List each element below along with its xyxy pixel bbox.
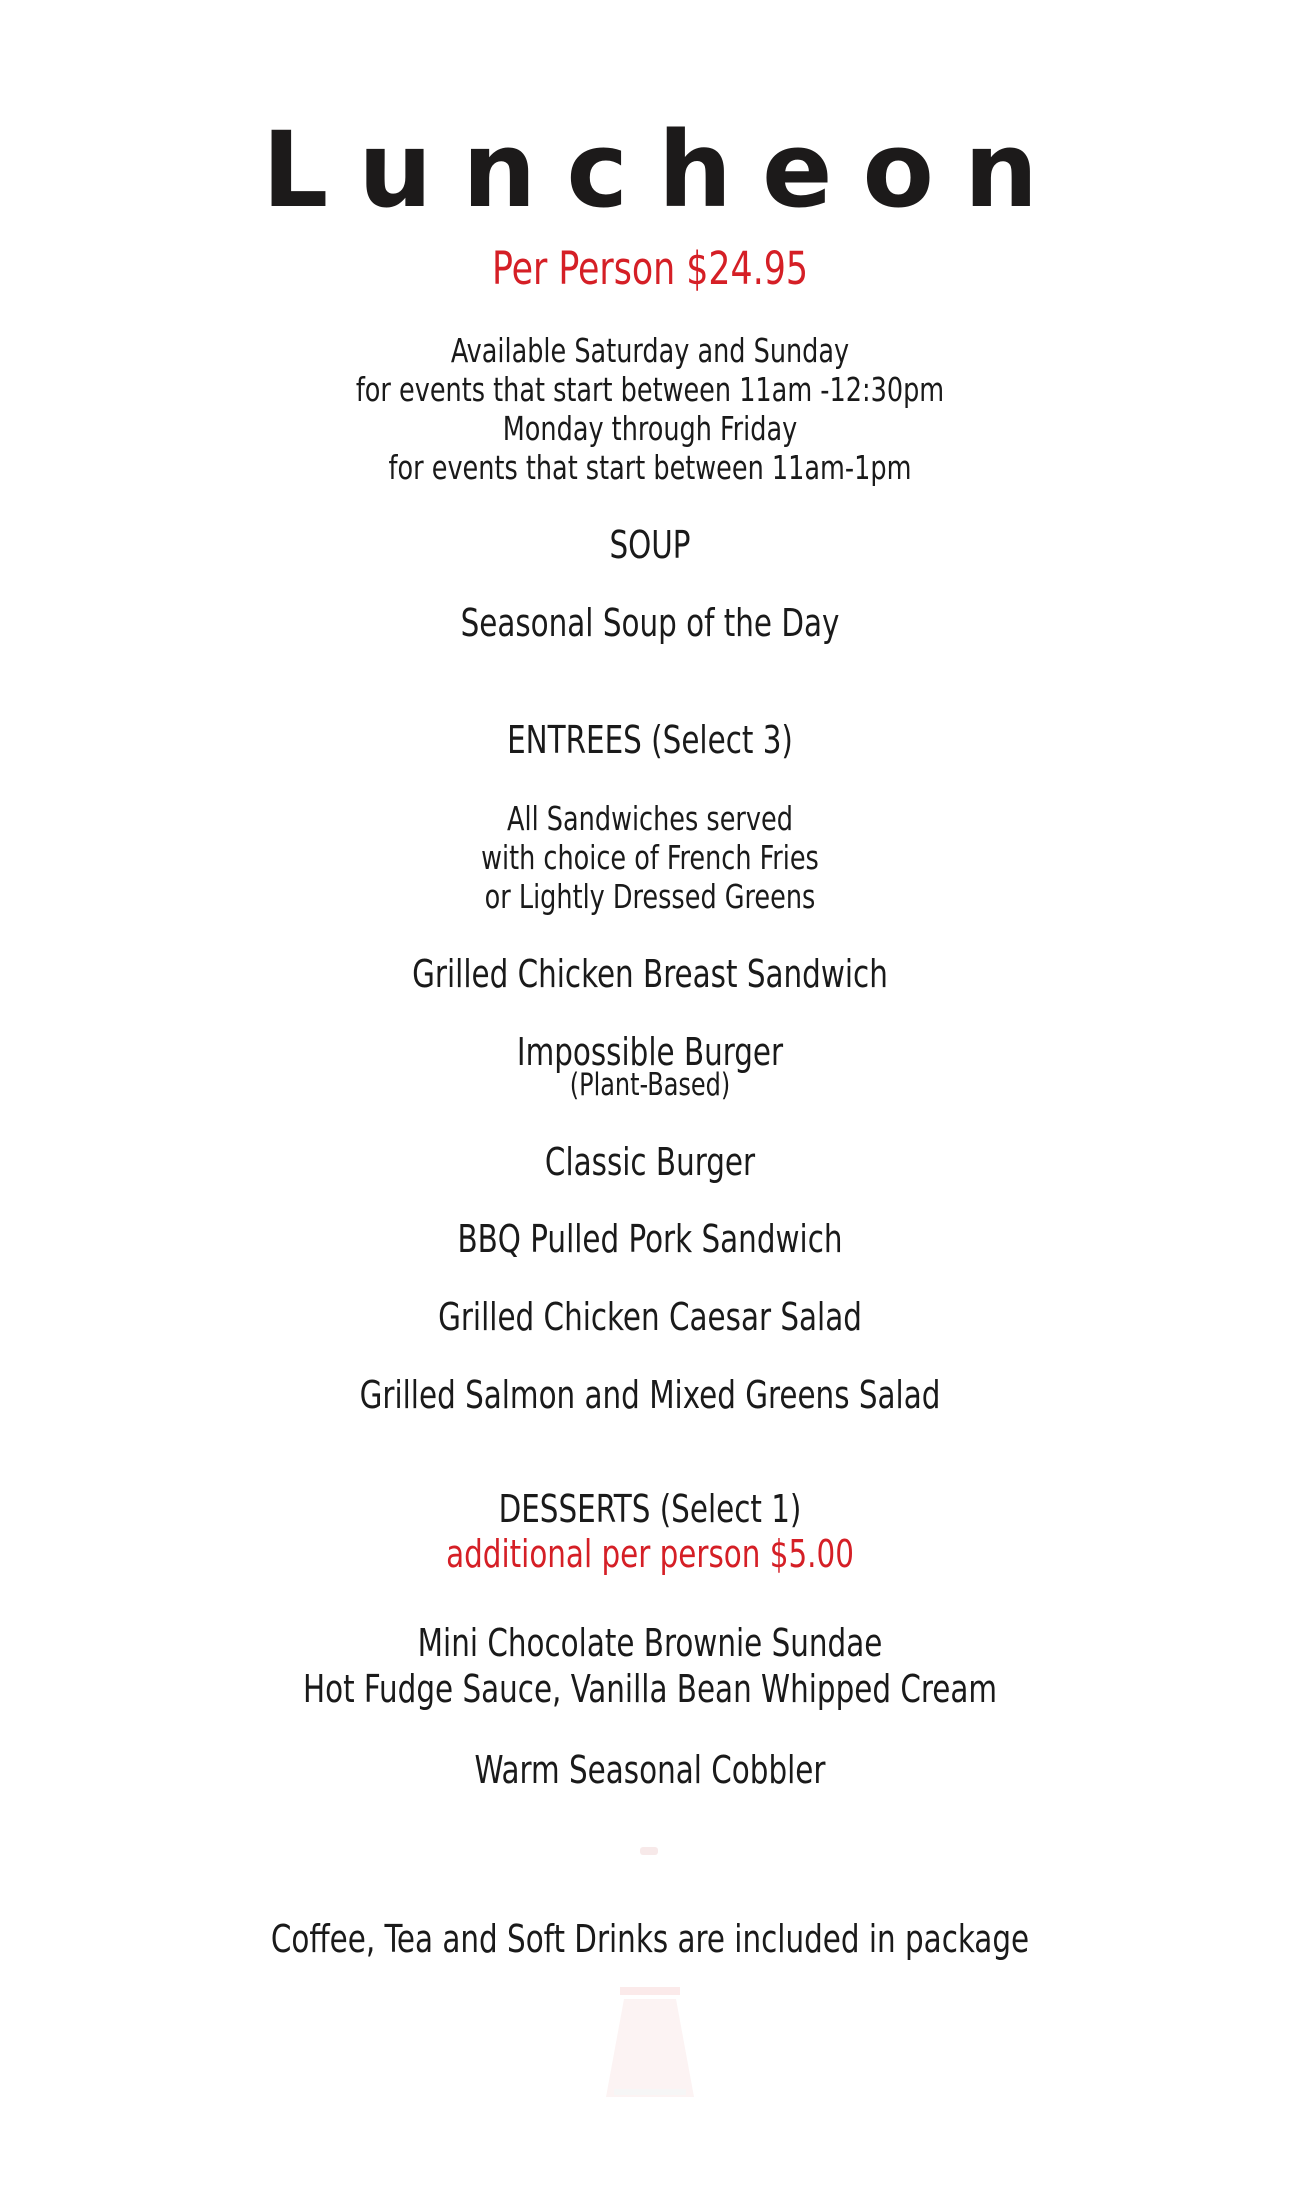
availability-line-2: for events that start between 11am -12:30pm bbox=[355, 370, 945, 409]
entrees-note-line-1: All Sandwiches served bbox=[507, 799, 793, 838]
entree-item-impossible-note: (Plant-Based) bbox=[569, 1067, 731, 1103]
desserts-price: additional per person $5.00 bbox=[446, 1532, 854, 1576]
availability-line-3: Monday through Friday bbox=[502, 409, 798, 448]
entrees-note-line-3: or Lightly Dressed Greens bbox=[484, 877, 816, 916]
entree-item-chicken-caesar: Grilled Chicken Caesar Salad bbox=[438, 1295, 862, 1339]
entree-item-bbq-pulled-pork: BBQ Pulled Pork Sandwich bbox=[457, 1217, 843, 1261]
dessert-item-cobbler: Warm Seasonal Cobbler bbox=[474, 1748, 826, 1792]
menu-title: Luncheon bbox=[261, 109, 1069, 231]
availability-line-1: Available Saturday and Sunday bbox=[450, 331, 850, 370]
price-per-person: Per Person $24.95 bbox=[491, 242, 809, 295]
entree-item-chicken-sandwich: Grilled Chicken Breast Sandwich bbox=[412, 952, 888, 996]
footer-drinks-note: Coffee, Tea and Soft Drinks are included in package bbox=[270, 1917, 1030, 1961]
faded-ornament-mark bbox=[640, 1847, 658, 1855]
soup-heading: SOUP bbox=[609, 523, 691, 567]
soup-item: Seasonal Soup of the Day bbox=[460, 601, 840, 645]
dessert-item-brownie-detail: Hot Fudge Sauce, Vanilla Bean Whipped Cream bbox=[302, 1667, 998, 1711]
entrees-heading: ENTREES (Select 3) bbox=[507, 718, 793, 762]
dessert-item-brownie-sundae: Mini Chocolate Brownie Sundae bbox=[417, 1621, 883, 1665]
desserts-heading: DESSERTS (Select 1) bbox=[498, 1487, 802, 1531]
entree-item-salmon-salad: Grilled Salmon and Mixed Greens Salad bbox=[359, 1373, 941, 1417]
entree-item-classic-burger: Classic Burger bbox=[544, 1140, 756, 1184]
entree-item-impossible-burger: Impossible Burger bbox=[516, 1030, 784, 1074]
entrees-note-line-2: with choice of French Fries bbox=[481, 838, 819, 877]
availability-line-4: for events that start between 11am-1pm bbox=[388, 448, 912, 487]
faded-logo-watermark bbox=[590, 1985, 710, 2105]
